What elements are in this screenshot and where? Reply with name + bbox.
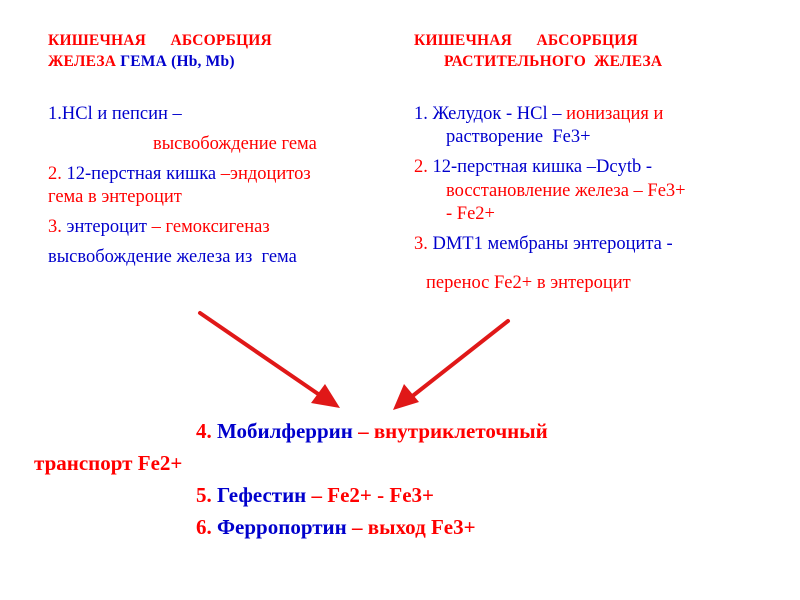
bottom-mobilferrin: Мобилферрин [217,419,353,443]
left-item1-line2: высвобождение гема [153,134,317,154]
right-item1-ionization: ионизация и [566,104,664,124]
right-item1-stomach: 1. Желудок [414,104,506,124]
left-item2-endocytosis: –эндоцитоз [216,164,311,184]
bottom-line4-cont: транспорт Fe2+ [34,451,183,475]
bottom-line5-desc: – Fe2+ - Fe3+ [306,483,435,507]
left-item3-enterocyte: энтероцит [66,217,148,237]
left-heading-iron: ЖЕЛЕЗА [48,53,121,70]
left-item3-heme-oxygenase: – гемоксигеназ [147,217,270,237]
right-item3-line2: перенос Fe2+ в энтероцит [426,273,631,293]
left-item3-number: 3. [48,217,67,237]
right-arrow [393,321,508,410]
right-item2-line2: восстановление железа – Fe3+ [446,181,686,201]
bottom-ferroportin: Ферропортин [217,515,347,539]
left-item2-duodenum: 12-перстная кишка [66,164,217,184]
right-heading-line1: КИШЕЧНАЯ АБСОРБЦИЯ [414,32,638,49]
left-item2-number: 2. [48,164,67,184]
right-item3-dmt1: DMT1 мембраны энтероцита - [432,234,673,254]
left-heading-line1: КИШЕЧНАЯ АБСОРБЦИЯ [48,32,272,49]
right-heading-line2: РАСТИТЕЛЬНОГО ЖЕЛЕЗА [444,53,663,70]
right-item2-duodenum-dcytb: 12-перстная кишка –Dcytb - [432,157,652,177]
bottom-line4-desc: – внутриклеточный [352,419,548,443]
left-item1-line1: 1.HCl и пепсин – [48,104,182,124]
right-item1-line2: растворение Fe3+ [446,127,591,147]
left-arrow [200,313,340,408]
right-item3-number: 3. [414,234,433,254]
bottom-line6-desc: – выход Fe3+ [346,515,476,539]
bottom-line5-number: 5. [196,483,217,507]
bottom-line6-number: 6. [196,515,217,539]
bottom-line4-number: 4. [196,419,217,443]
left-item3-line2: высвобождение железа из гема [48,247,297,267]
left-heading-heme: ГЕМА [120,53,172,70]
bottom-line6 [196,511,476,543]
right-item1-hcl: - HCl – [505,104,567,124]
left-heading-hb-mb: (Hb, Mb) [171,53,235,70]
right-item2-line3: - Fe2+ [446,204,495,224]
bottom-hephaestin: Гефестин [217,483,307,507]
left-item2-line2: гема в энтероцит [48,187,182,207]
bottom-line5 [196,479,434,511]
bottom-line4 [196,415,548,447]
right-item2-number: 2. [414,157,433,177]
